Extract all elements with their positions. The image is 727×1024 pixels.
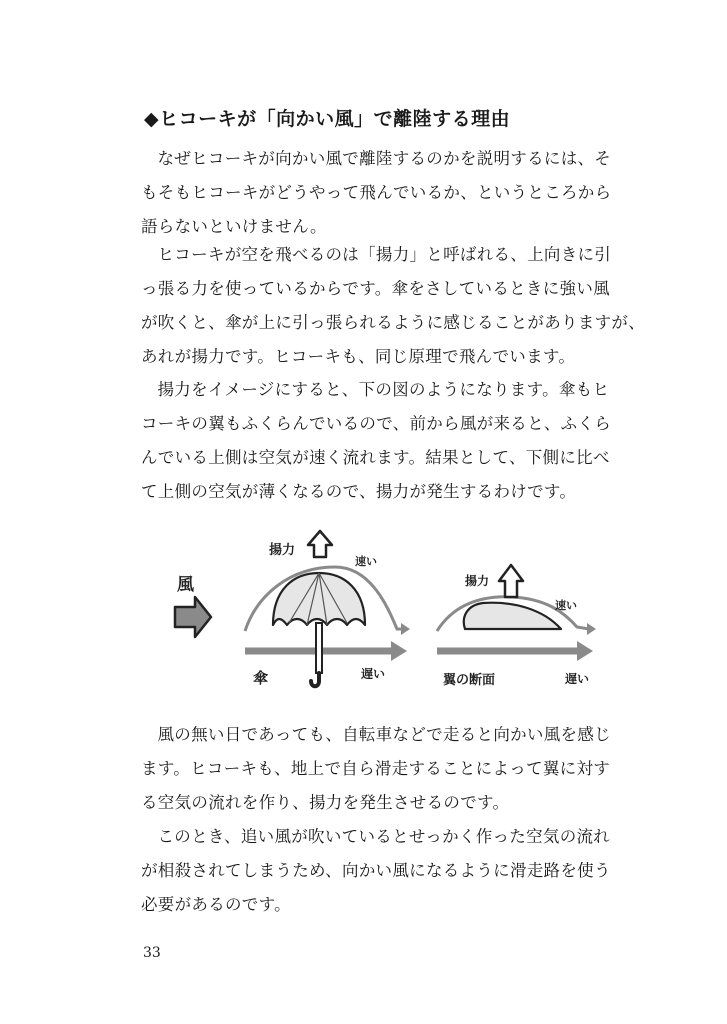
paragraph-3: 揚力をイメージにすると、下の図のようになります。傘もヒ コーキの翼もふくらんでいるので、前から風が来ると、ふくら んでいる上側は空気が速く流れます。結果として、下側に比べ て上側の空気が薄くなるので、揚力が発生するわけです。 (141, 380, 612, 501)
wing-lift-arrow-icon (499, 565, 523, 597)
wing-lower-flow-arrowhead-icon (577, 641, 593, 661)
paragraph-4: 風の無い日であっても、自転車などで走ると向かい風を感じ ます。ヒコーキも、地上で自ら滑走することによって翼に対す る空気の流れを作り、揚力を発生させるのです。 (141, 725, 611, 812)
wing-cross-section (464, 603, 561, 629)
lift-figure (165, 525, 615, 705)
umbrella-lift-arrow-icon (308, 531, 332, 557)
wing-lift-label: 揚力 (465, 574, 490, 588)
umbrella-label: 傘 (253, 669, 269, 687)
umbrella-fast-label: 速い (355, 555, 377, 568)
paragraph-5: このとき、追い風が吹いているとせっかく作った空気の流れ が相殺されてしまうため、向かい風になるように滑走路を使う 必要があるのです。 (141, 827, 611, 914)
wind-arrow-icon (175, 597, 211, 637)
umbrella-upper-flow-arrowhead-icon (401, 623, 410, 635)
page-number: 33 (143, 945, 161, 961)
wing-fast-label: 速い (555, 599, 577, 612)
umbrella-lower-flow-arrowhead-icon (391, 641, 407, 661)
section-heading: ◆ヒコーキが「向かい風」で離陸する理由 (144, 108, 511, 130)
umbrella-lift-label: 揚力 (269, 543, 296, 558)
paragraph-2: ヒコーキが空を飛べるのは「揚力」と呼ばれる、上向きに引 っ張る力を使っているからです。傘をさしているときに強い風 が吹くと、傘が上に引っ張られるように感じることがありますが、あれが揚力です。ヒコーキも、同じ原理で飛んでいます。 (141, 245, 645, 366)
lift-diagram (165, 525, 615, 705)
umbrella-shaft (316, 623, 322, 673)
wing-section-label: 翼の断面 (443, 673, 496, 688)
umbrella-handle (311, 673, 319, 686)
wing-slow-label: 遅い (565, 672, 590, 686)
wind-label: 風 (177, 575, 194, 595)
paragraph-1: なぜヒコーキが向かい風で離陸するのかを説明するには、そ もそもヒコーキがどうやって飛んでいるか、というところから 語らないといけません。 (141, 149, 612, 236)
umbrella-slow-label: 遅い (361, 667, 386, 681)
wing-upper-flow-arrowhead-icon (587, 623, 596, 635)
